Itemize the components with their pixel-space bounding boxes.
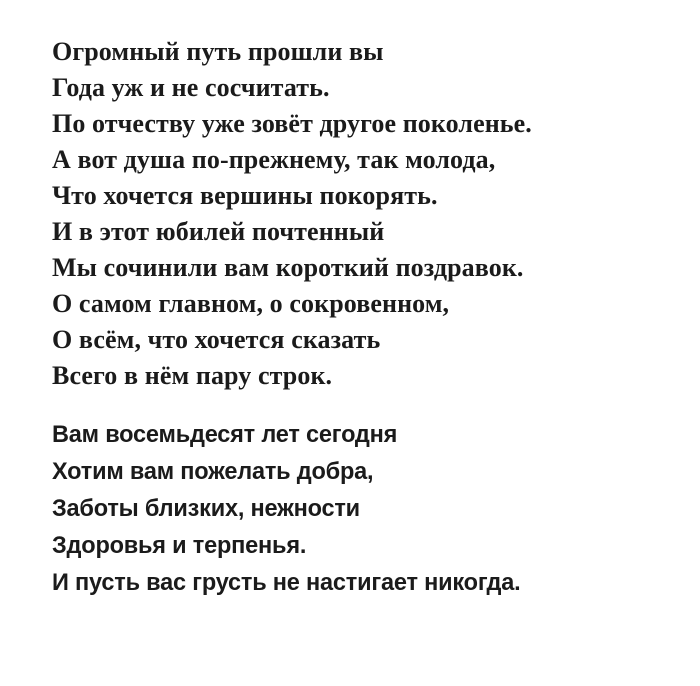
poem-line: О самом главном, о сокровенном, xyxy=(52,289,450,318)
poem-line: И в этот юбилей почтенный xyxy=(52,217,385,246)
poem-line: Мы сочинили вам короткий поздравок. xyxy=(52,253,524,282)
poem-stanza-1 xyxy=(52,34,660,394)
poem-line: Огромный путь прошли вы xyxy=(52,37,384,66)
poem-line: Здоровья и терпенья. xyxy=(52,532,307,559)
poem-line: По отчеству уже зовёт другое поколенье. xyxy=(52,109,532,138)
poem-line: Хотим вам пожелать добра, xyxy=(52,458,374,485)
poem-line: О всём, что хочется сказать xyxy=(52,325,381,354)
poem-line: И пусть вас грусть не настигает никогда. xyxy=(52,569,521,596)
poem-line: А вот душа по-прежнему, так молода, xyxy=(52,145,496,174)
poem-line: Всего в нём пару строк. xyxy=(52,361,333,390)
poem-line: Заботы близких, нежности xyxy=(52,495,360,522)
poem-line: Что хочется вершины покорять. xyxy=(52,181,438,210)
poem-line: Года уж и не сосчитать. xyxy=(52,73,330,102)
poem-stanza-2 xyxy=(52,416,660,601)
poem-line: Вам восемьдесят лет сегодня xyxy=(52,421,398,448)
